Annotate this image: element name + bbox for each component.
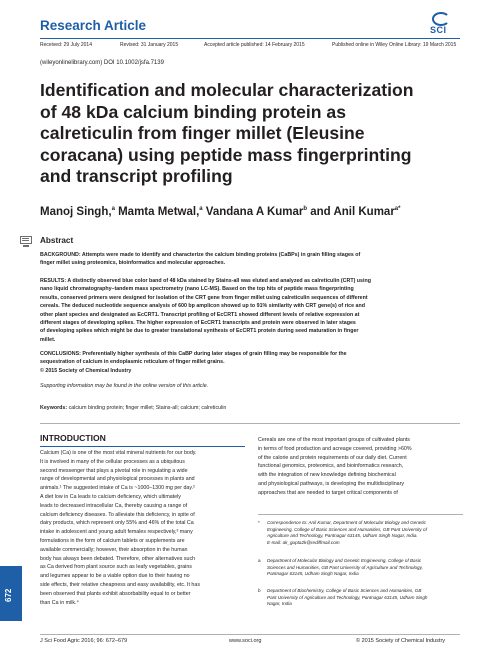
- page-number: 672: [4, 588, 13, 602]
- abstract-line: results, conserved primers were designed for isolation of the CRT gene from finger millet using calreticulin sequences of different: [40, 294, 368, 301]
- title-line: of 48 kDa calcium binding protein as: [40, 101, 347, 122]
- body-line: than Ca in milk.⁴: [40, 599, 79, 606]
- logo-swirl-icon: [432, 12, 450, 26]
- footer-divider: [40, 634, 460, 635]
- introduction-heading: INTRODUCTION: [40, 433, 106, 443]
- abstract-heading: Abstract: [40, 236, 74, 245]
- footnote-line: Department of Biochemistry, College of Basic Sciences and Humanities, GB: [267, 588, 422, 593]
- body-line: calcium deficiency diseases. To alleviate this deficiency, in spite of: [40, 511, 195, 518]
- keywords-list: calcium binding protein; finger millet; Stains-all; calcium; calreticulin: [67, 405, 227, 411]
- abstract-results: [40, 277, 464, 344]
- footnote-line: Engineering, College of Basic Sciences and Humanities, GB Pant University of: [267, 526, 427, 532]
- title-line: and transcript profiling: [40, 166, 233, 186]
- accepted-date: Accepted article published: 14 February 2015: [204, 42, 305, 48]
- body-line: Cereals are one of the most important groups of cultivated plants: [258, 437, 410, 443]
- body-line: intake in adolescent and young adult females respectively,³ many: [40, 529, 193, 536]
- body-line: formulations in the form of calcium tablets or supplements are: [40, 537, 185, 544]
- footnote-line: Correspondence to: Anil Kumar, Department of Molecular Biology and Genetic: [267, 520, 426, 525]
- sci-logo: [428, 12, 458, 38]
- page-number-tab: [0, 566, 22, 621]
- footnote-mark: b: [258, 588, 261, 593]
- title-line: Identification and molecular characterization: [40, 80, 414, 100]
- abstract-line: cereals. The deduced nucleotide sequence analysis of 600 bp amplicon showed up to 91% similarity with CRT gene(s) of rice and: [40, 303, 365, 310]
- title-line: coracana) using peptide mass fingerprinting: [40, 144, 412, 165]
- abstract-background: [40, 251, 464, 268]
- footnote-line: Pant University of Agriculture and Technology, Pantnagar 63145, Udham Singh: [267, 594, 428, 600]
- abstract-line: other plant species and designated as EcCRT1. Transcript profiling of EcCRT1 showed different levels of relative expression at: [40, 311, 360, 318]
- journal-citation: J Sci Food Agric 2016; 96: 672–679: [40, 638, 128, 644]
- author-name[interactable]: Mamta Metwal,: [114, 206, 200, 218]
- keywords: [40, 405, 226, 411]
- article-title: [40, 80, 460, 188]
- footnote-line: Agriculture and Technology, Pantnagar 63145, Udham Singh Nagar, India.: [267, 533, 418, 539]
- footnote-line: Nagar, India: [267, 601, 292, 607]
- footnote-line: Sciences and Humanities, GB Pant University of Agriculture and Technology,: [267, 564, 423, 570]
- abstract-line: of developing spikes which might be due to greater translational synthesis of EcCRT1 protein during seed maturation in finger: [40, 328, 359, 335]
- copyright: © 2015 Society of Chemical Industry: [356, 638, 446, 644]
- abstract-line: millet.: [40, 336, 56, 343]
- abstract-divider: [40, 423, 460, 424]
- author-name[interactable]: and Anil Kumar: [307, 206, 395, 218]
- body-line: and physiological pathways, is developing the multidisciplinary: [258, 480, 405, 487]
- footnote-mark: a: [258, 558, 261, 563]
- received-date: Received: 29 July 2014: [40, 42, 92, 48]
- title-line: calreticulin from finger millet (Eleusine: [40, 123, 365, 143]
- abstract-line: RESULTS: A distinctly observed blue color band of 48 kDa stained by Stains-all was eluted and analyzed as calreticulin (CRT) using: [40, 278, 371, 284]
- affiliation-mark: b: [303, 206, 308, 213]
- affiliation-mark: a: [199, 206, 203, 213]
- keywords-label: Keywords:: [40, 405, 68, 411]
- footnote-mark: *: [258, 520, 260, 525]
- body-line: second messenger that plays a pivotal role in regulating a wide: [40, 467, 188, 474]
- abstract-line: © 2015 Society of Chemical Industry: [40, 367, 132, 374]
- abstract-line: nano liquid chromatography–tandem mass spectrometry (nano LC-MS). Based on the top hits of peptide mass fingerprinting: [40, 286, 354, 293]
- body-line: leads to decreased intracellular Ca, thereby causing a range of: [40, 502, 188, 509]
- author-name[interactable]: Manoj Singh,: [40, 206, 112, 218]
- footnote-line: Pantnagar 63145, Udham Singh Nagar, India: [267, 571, 359, 577]
- author-name[interactable]: Vandana A Kumar: [202, 206, 304, 218]
- abstract-line: BACKGROUND: Attempts were made to identify and characterize the calcium binding proteins (CaBPs) in grain filling stages of: [40, 252, 361, 258]
- revised-date: Revised: 31 January 2015: [120, 42, 179, 48]
- intro-right-column: [258, 436, 468, 498]
- abstract-line: sequestration of calcium in endoplasmic reticulum of finger millet grains.: [40, 359, 225, 366]
- body-line: available commercially; however, their absorption in the human: [40, 546, 188, 553]
- abstract-line: different stages of developing spikes. The higher expression of EcCRT1 transcripts and protein were observed in later stages: [40, 320, 356, 327]
- site-link[interactable]: www.soci.org: [229, 638, 262, 644]
- header-divider: [40, 38, 460, 39]
- body-line: of the calorie and protein requirements of our daily diet. Current: [258, 454, 407, 461]
- body-line: animals.¹ The suggested intake of Ca is ~1000–1300 mg per day.²: [40, 485, 195, 492]
- introduction-rule: [40, 446, 245, 447]
- body-line: with the integration of new knowledge defining biochemical: [258, 472, 396, 479]
- supporting-info-note: Supporting information may be found in the online version of this article.: [40, 383, 209, 389]
- intro-left-column: [40, 449, 250, 607]
- body-line: functional genomics, proteomics, and bioinformatics research,: [258, 463, 404, 470]
- body-line: in terms of food production and acreage covered, providing >60%: [258, 445, 412, 452]
- body-line: It is involved in many of the cellular processes as a ubiquitous: [40, 458, 185, 465]
- section-label: Research Article: [40, 18, 147, 33]
- affiliation-mark: a*: [394, 206, 401, 213]
- footnote-email[interactable]: E-mail: ak_gupta2k@rediffmail.com: [267, 539, 340, 545]
- footnote-divider: [258, 514, 463, 515]
- body-line: Calcium (Ca) is one of the most vital mineral nutrients for our body.: [40, 450, 197, 456]
- author-list: [40, 206, 400, 218]
- body-line: been observed that plants exhibit absorbability equal to or better: [40, 590, 191, 597]
- published-date: Published online in Wiley Online Library: 19 March 2015: [332, 42, 457, 48]
- body-line: dairy products, which represent only 55% and 46% of the total Ca: [40, 520, 194, 527]
- body-line: approaches that are needed to target critical components of: [258, 489, 398, 496]
- footnote-line: Department of Molecular Biology and Genetic Engineering, College of Basic: [267, 558, 422, 563]
- affiliation-mark: a: [111, 206, 115, 213]
- body-line: and legumes appear to be a viable option due to their having no: [40, 573, 190, 580]
- body-line: side effects, their relative cheapness and easy availability, etc. It has: [40, 581, 200, 588]
- computer-icon: [20, 236, 32, 247]
- abstract-conclusions: [40, 350, 464, 375]
- abstract-line: finger millet using proteomics, bioinformatics and molecular approaches.: [40, 260, 226, 267]
- logo-text: SCI: [430, 25, 447, 35]
- body-line: A diet low in Ca leads to calcium deficiency, which ultimately: [40, 493, 181, 500]
- body-line: body has always been debated. Therefore, other alternatives such: [40, 555, 196, 562]
- doi-line[interactable]: (wileyonlinelibrary.com) DOI 10.1002/jsfa.7139: [40, 60, 164, 66]
- abstract-line: CONCLUSIONS: Preferentially higher synthesis of this CaBP during later stages of grain filling may be responsible for the: [40, 351, 347, 357]
- body-line: range of developmental and physiological processes in plants and: [40, 476, 195, 483]
- body-line: as Ca derived from plant source such as leafy vegetables, grains: [40, 564, 192, 571]
